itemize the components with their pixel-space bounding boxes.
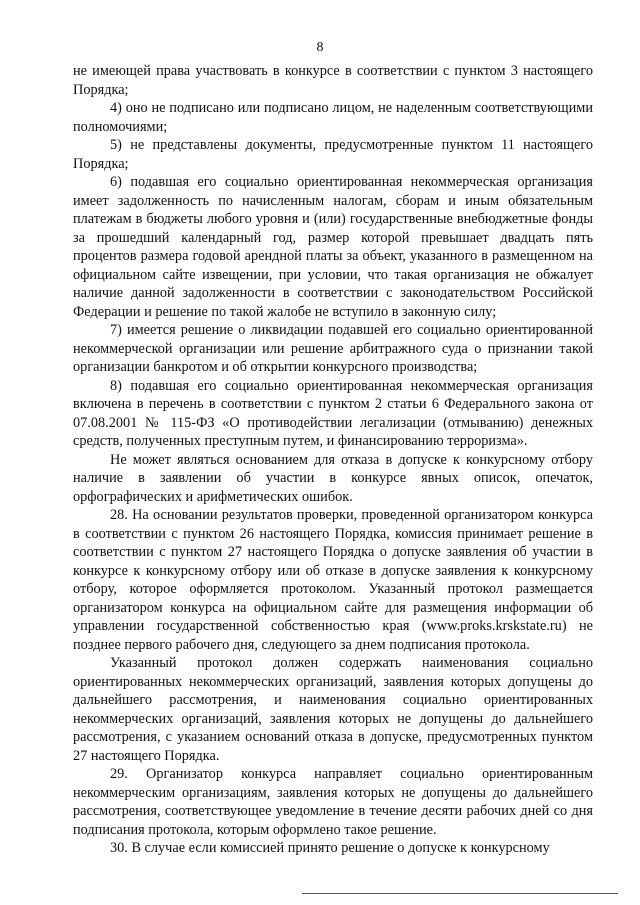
paragraph: не имеющей права участвовать в конкурсе в соответствии с пунктом 3 настоящего Порядка;: [73, 63, 593, 98]
paragraph: 30. В случае если комиссией принято решение о допуске к конкурсному: [110, 840, 550, 856]
paragraph: 29. Организатор конкурса направляет социально ориентированным некоммерческим организациям, заявления которых не допущены до дальнейшего рассмотрения, соответствующее уведомление в течение десяти рабочих дней со дня подписания протокола, которым оформлено такое решение.: [73, 766, 593, 838]
paragraph: 4) оно не подписано или подписано лицом, не наделенным соответствующими полномочиями;: [73, 100, 593, 135]
paragraph: Не может являться основанием для отказа в допуске к конкурсному отбору наличие в заявлении об участии в конкурсе явных описок, опечаток, орфографических и арифметических ошибок.: [73, 451, 593, 505]
paragraph: 6) подавшая его социально ориентированная некоммерческая организация имеет задолженность по начисленным налогам, сборам и иным обязательным платежам в бюджеты любого уровня и (или) государственные внебюджетные фонды за прошедший календарный год, размер которой превышает двадцать пять процентов размера годовой арендной платы за объект, указанного в размещенном на официальном сайте извещении, при условии, что такая организация не обжалует наличие данной задолженности в соответствии с законодательством Российской Федерации и решение по такой жалобе не вступило в законную силу;: [73, 174, 593, 320]
footer-rule: [302, 893, 618, 894]
paragraph: 7) имеется решение о ликвидации подавшей его социально ориентированной некоммерческой организации или решение арбитражного суда о признании такой организации банкротом и об открытии конкурсного производства;: [73, 322, 593, 375]
paragraph: Указанный протокол должен содержать наименования социально ориентированных некоммерческих организаций, заявления которых допущены до дальнейшего рассмотрения, и наименования социально ориентированных некоммерческих организаций, заявления которых не допущены до дальнейшего рассмотрения, с указанием оснований отказа в допуске, предусмотренных пунктом 27 настоящего Порядка.: [73, 655, 593, 764]
paragraph: 28. На основании результатов проверки, проведенной организатором конкурса в соответствии с пунктом 26 настоящего Порядка, комиссия принимает решение в соответствии с пунктом 27 настоящего Порядка о допуске заявления об участии в конкурсе к конкурсному отбору или об отказе в допуске заявления к конкурсному отбору, которое оформляется протоколом. Указанный протокол размещается организатором конкурса на официальном сайте для размещения информации об управлении государственной собственностью края (www.proks.krskstate.ru) не позднее первого рабочего дня, следующего за днем подписания протокола.: [73, 507, 593, 653]
page-number: 8: [316, 40, 324, 55]
paragraph: 8) подавшая его социально ориентированная некоммерческая организация включена в перечень в соответствии с пунктом 2 статьи 6 Федерального закона от 07.08.2001 № 115-ФЗ «О противодействии легализации (отмыванию) денежных средств, полученных преступным путем, и финансированию терроризма».: [73, 377, 593, 449]
document-body: [73, 62, 593, 858]
paragraph: 5) не представлены документы, предусмотренные пунктом 11 настоящего Порядка;: [73, 137, 593, 172]
